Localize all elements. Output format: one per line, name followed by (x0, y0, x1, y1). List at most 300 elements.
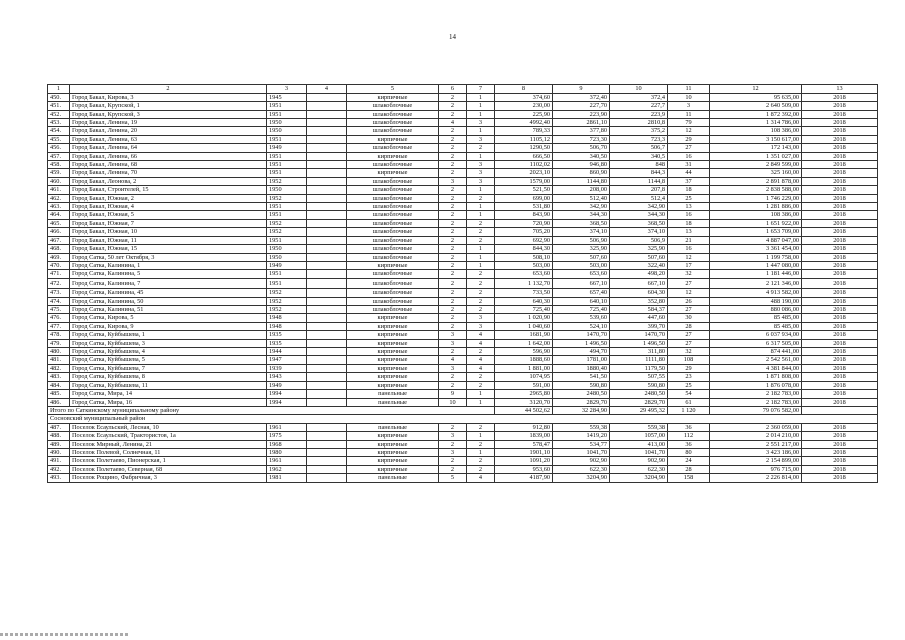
cell-col-11: 17 (668, 261, 710, 269)
cell-col-8: 1290,50 (495, 144, 553, 152)
total-c8: 44 502,62 (495, 406, 553, 414)
cell-col-6: 2 (439, 306, 467, 314)
cell-col-8: 591,00 (495, 381, 553, 389)
cell-col-4 (307, 186, 347, 194)
cell-col-13: 2018 (802, 314, 878, 322)
cell-col-10: 322,40 (610, 261, 668, 269)
cell-col-3: 1952 (267, 306, 307, 314)
table-row (48, 93, 878, 101)
cell-col-3: 1981 (267, 474, 307, 482)
cell-col-10: 340,5 (610, 152, 668, 160)
cell-col-4 (307, 423, 347, 431)
cell-col-7: 1 (467, 261, 495, 269)
cell-col-7: 1 (467, 102, 495, 110)
cell-col-13: 2018 (802, 127, 878, 135)
cell-col-6: 5 (439, 474, 467, 482)
cell-col-2: Город Бакал, Крупской, 3 (70, 110, 267, 118)
total-c11: 1 120 (668, 406, 710, 414)
cell-col-12: 108 386,00 (710, 211, 802, 219)
cell-col-3: 1950 (267, 127, 307, 135)
cell-col-11: 12 (668, 253, 710, 261)
table-row (48, 398, 878, 406)
cell-col-4 (307, 339, 347, 347)
table-row (48, 161, 878, 169)
cell-col-6: 2 (439, 457, 467, 465)
cell-col-7: 2 (467, 457, 495, 465)
cell-col-3: 1951 (267, 161, 307, 169)
cell-col-4 (307, 465, 347, 473)
cell-col-9: 667,10 (553, 278, 610, 289)
cell-col-9: 208,00 (553, 186, 610, 194)
table-row (48, 169, 878, 177)
cell-col-10: 413,00 (610, 440, 668, 448)
cell-col-1: 475. (48, 306, 70, 314)
cell-col-4 (307, 331, 347, 339)
cell-col-7: 1 (467, 245, 495, 253)
cell-col-9: 2480,50 (553, 390, 610, 398)
cell-col-8: 1579,00 (495, 177, 553, 185)
cell-col-9: 374,10 (553, 228, 610, 236)
cell-col-9: 534,77 (553, 440, 610, 448)
cell-col-1: 474. (48, 297, 70, 305)
cell-col-5: кирпичные (347, 152, 439, 160)
cell-col-2: Город Бакал, Южная, 5 (70, 211, 267, 219)
cell-col-7: 4 (467, 364, 495, 372)
cell-col-10: 844,3 (610, 169, 668, 177)
table-row (48, 289, 878, 297)
table-row (48, 152, 878, 160)
cell-col-6: 2 (439, 127, 467, 135)
cell-col-2: Город Сатка, Куйбышева, 4 (70, 348, 267, 356)
cell-col-11: 10 (668, 93, 710, 101)
cell-col-5: шлакоблочные (347, 306, 439, 314)
cell-col-1: 469. (48, 253, 70, 261)
cell-col-3: 1949 (267, 144, 307, 152)
cell-col-11: 16 (668, 152, 710, 160)
cell-col-12: 2 551 217,00 (710, 440, 802, 448)
cell-col-9: 524,10 (553, 322, 610, 330)
cell-col-5: кирпичные (347, 440, 439, 448)
cell-col-7: 4 (467, 339, 495, 347)
table-row (48, 219, 878, 227)
cell-col-6: 2 (439, 135, 467, 143)
cell-col-2: Город Сатка, Куйбышева, 11 (70, 381, 267, 389)
cell-col-3: 1952 (267, 289, 307, 297)
table-body (48, 85, 878, 483)
cell-col-12: 2 640 509,00 (710, 102, 802, 110)
cell-col-7: 2 (467, 228, 495, 236)
cell-col-7: 1 (467, 253, 495, 261)
cell-col-13: 2018 (802, 144, 878, 152)
cell-col-10: 207,8 (610, 186, 668, 194)
cell-col-2: Поселок Полетаево, Северная, 68 (70, 465, 267, 473)
cell-col-12: 488 190,00 (710, 297, 802, 305)
cell-col-12: 3 150 617,00 (710, 135, 802, 143)
cell-col-10: 447,60 (610, 314, 668, 322)
cell-col-1: 480. (48, 348, 70, 356)
header-row (48, 85, 878, 94)
cell-col-6: 2 (439, 194, 467, 202)
cell-col-7: 4 (467, 474, 495, 482)
cell-col-2: Поселок Есаульский, Трактористов, 1а (70, 432, 267, 440)
cell-col-11: 36 (668, 423, 710, 431)
table-row (48, 135, 878, 143)
cell-col-10: 2480,50 (610, 390, 668, 398)
cell-col-8: 3120,70 (495, 398, 553, 406)
cell-col-3: 1951 (267, 110, 307, 118)
cell-col-2: Город Сатка, 50 лет Октября, 3 (70, 253, 267, 261)
cell-col-6: 2 (439, 253, 467, 261)
cell-col-3: 1951 (267, 169, 307, 177)
table-row (48, 356, 878, 364)
table-row (48, 440, 878, 448)
cell-col-4 (307, 364, 347, 372)
cell-col-5: шлакоблочные (347, 161, 439, 169)
cell-col-8: 578,47 (495, 440, 553, 448)
cell-col-4 (307, 474, 347, 482)
cell-col-8: 720,90 (495, 219, 553, 227)
cell-col-7: 3 (467, 161, 495, 169)
cell-col-13: 2018 (802, 465, 878, 473)
cell-col-5: кирпичные (347, 364, 439, 372)
cell-col-6: 2 (439, 423, 467, 431)
cell-col-12: 4 913 582,00 (710, 289, 802, 297)
cell-col-4 (307, 228, 347, 236)
cell-col-13: 2018 (802, 135, 878, 143)
cell-col-1: 479. (48, 339, 70, 347)
cell-col-2: Город Бакал, Южная, 15 (70, 245, 267, 253)
cell-col-13: 2018 (802, 432, 878, 440)
cell-col-2: Город Сатка, Калинина, 1 (70, 261, 267, 269)
cell-col-4 (307, 390, 347, 398)
cell-col-12: 108 386,00 (710, 127, 802, 135)
table-row (48, 390, 878, 398)
cell-col-5: кирпичные (347, 261, 439, 269)
cell-col-9: 227,70 (553, 102, 610, 110)
cell-col-12: 4 381 844,00 (710, 364, 802, 372)
cell-col-7: 2 (467, 381, 495, 389)
cell-col-12: 2 838 588,00 (710, 186, 802, 194)
cell-col-2: Город Бакал, Южная, 4 (70, 203, 267, 211)
cell-col-7: 2 (467, 194, 495, 202)
cell-col-7: 2 (467, 278, 495, 289)
cell-col-5: шлакоблочные (347, 245, 439, 253)
cell-col-13: 2018 (802, 297, 878, 305)
cell-col-11: 29 (668, 364, 710, 372)
cell-col-10: 1144,8 (610, 177, 668, 185)
cell-col-13: 2018 (802, 474, 878, 482)
cell-col-3: 1939 (267, 364, 307, 372)
table-row (48, 245, 878, 253)
cell-col-1: 463. (48, 203, 70, 211)
cell-col-4 (307, 356, 347, 364)
cell-col-6: 2 (439, 169, 467, 177)
cell-col-7: 1 (467, 211, 495, 219)
cell-col-5: шлакоблочные (347, 228, 439, 236)
cell-col-6: 2 (439, 161, 467, 169)
cell-col-3: 1943 (267, 373, 307, 381)
cell-col-3: 1949 (267, 261, 307, 269)
cell-col-10: 723,3 (610, 135, 668, 143)
cell-col-8: 1 881,00 (495, 364, 553, 372)
cell-col-4 (307, 314, 347, 322)
cell-col-10: 506,9 (610, 236, 668, 244)
cell-col-11: 21 (668, 236, 710, 244)
cell-col-13: 2018 (802, 373, 878, 381)
cell-col-4 (307, 373, 347, 381)
cell-col-4 (307, 203, 347, 211)
cell-col-4 (307, 135, 347, 143)
cell-col-12: 1 746 229,00 (710, 194, 802, 202)
cell-col-8: 653,60 (495, 270, 553, 278)
cell-col-12: 2 182 783,00 (710, 390, 802, 398)
cell-col-2: Город Бакал, Леонова, 2 (70, 177, 267, 185)
cell-col-13: 2018 (802, 270, 878, 278)
cell-col-7: 1 (467, 152, 495, 160)
cell-col-8: 789,33 (495, 127, 553, 135)
cell-col-6: 4 (439, 119, 467, 127)
cell-col-6: 2 (439, 211, 467, 219)
cell-col-9: 2861,10 (553, 119, 610, 127)
cell-col-10: 1111,80 (610, 356, 668, 364)
cell-col-13: 2018 (802, 253, 878, 261)
cell-col-6: 3 (439, 448, 467, 456)
cell-col-6: 3 (439, 364, 467, 372)
table-row (48, 261, 878, 269)
cell-col-4 (307, 102, 347, 110)
cell-col-9: 1 496,50 (553, 339, 610, 347)
cell-col-9: 344,30 (553, 211, 610, 219)
cell-col-9: 340,50 (553, 152, 610, 160)
cell-col-4 (307, 177, 347, 185)
cell-col-13: 2018 (802, 440, 878, 448)
cell-col-10: 622,30 (610, 465, 668, 473)
table-row (48, 119, 878, 127)
table-row (48, 381, 878, 389)
cell-col-11: 13 (668, 203, 710, 211)
cell-col-8: 1681,90 (495, 331, 553, 339)
table-row (48, 203, 878, 211)
table-row (48, 278, 878, 289)
cell-col-1: 467. (48, 236, 70, 244)
cell-col-6: 2 (439, 203, 467, 211)
cell-col-10: 375,2 (610, 127, 668, 135)
table-row (48, 331, 878, 339)
cell-col-3: 1950 (267, 186, 307, 194)
cell-col-2: Город Бакал, Ленина, 63 (70, 135, 267, 143)
cell-col-10: 227,7 (610, 102, 668, 110)
cell-col-5: кирпичные (347, 356, 439, 364)
cell-col-1: 462. (48, 194, 70, 202)
cell-col-10: 498,20 (610, 270, 668, 278)
cell-col-8: 1 040,60 (495, 322, 553, 330)
cell-col-12: 1 281 886,00 (710, 203, 802, 211)
cell-col-2: Город Сатка, Калинина, 7 (70, 278, 267, 289)
cell-col-13: 2018 (802, 93, 878, 101)
cell-col-3: 1952 (267, 177, 307, 185)
cell-col-3: 1947 (267, 356, 307, 364)
table-row (48, 423, 878, 431)
cell-col-13: 2018 (802, 110, 878, 118)
cell-col-5: кирпичные (347, 373, 439, 381)
cell-col-1: 466. (48, 228, 70, 236)
cell-col-6: 2 (439, 297, 467, 305)
cell-col-13: 2018 (802, 169, 878, 177)
cell-col-13: 2018 (802, 331, 878, 339)
table-row (48, 314, 878, 322)
cell-col-13: 2018 (802, 245, 878, 253)
cell-col-4 (307, 194, 347, 202)
cell-col-1: 481. (48, 356, 70, 364)
cell-col-2: Город Сатка, Кирова, 5 (70, 314, 267, 322)
cell-col-5: кирпичные (347, 331, 439, 339)
table-row (48, 253, 878, 261)
table-row (48, 297, 878, 305)
cell-col-7: 1 (467, 93, 495, 101)
cell-col-9: 1470,70 (553, 331, 610, 339)
table-row (48, 102, 878, 110)
cell-col-13: 2018 (802, 457, 878, 465)
cell-col-5: кирпичные (347, 339, 439, 347)
cell-col-13: 2018 (802, 390, 878, 398)
cell-col-6: 2 (439, 102, 467, 110)
cell-col-5: шлакоблочные (347, 110, 439, 118)
cell-col-8: 1 642,00 (495, 339, 553, 347)
cell-col-6: 2 (439, 289, 467, 297)
cell-col-7: 2 (467, 297, 495, 305)
cell-col-9: 506,70 (553, 144, 610, 152)
header-cell-3: 3 (267, 85, 307, 94)
cell-col-8: 2965,80 (495, 390, 553, 398)
cell-col-2: Город Бакал, Ленина, 64 (70, 144, 267, 152)
total-label: Итого по Саткинскому муниципальному району (48, 406, 495, 414)
cell-col-11: 112 (668, 432, 710, 440)
cell-col-5: кирпичные (347, 432, 439, 440)
cell-col-6: 2 (439, 465, 467, 473)
cell-col-9: 2829,70 (553, 398, 610, 406)
cell-col-12: 1 351 027,00 (710, 152, 802, 160)
cell-col-2: Город Сатка, Куйбышева, 8 (70, 373, 267, 381)
cell-col-5: шлакоблочные (347, 253, 439, 261)
cell-col-7: 1 (467, 390, 495, 398)
cell-col-11: 31 (668, 161, 710, 169)
cell-col-11: 13 (668, 228, 710, 236)
cell-col-8: 640,30 (495, 297, 553, 305)
cell-col-9: 3204,90 (553, 474, 610, 482)
cell-col-10: 507,60 (610, 253, 668, 261)
cell-col-3: 1951 (267, 135, 307, 143)
cell-col-11: 16 (668, 245, 710, 253)
cell-col-13: 2018 (802, 339, 878, 347)
cell-col-1: 458. (48, 161, 70, 169)
header-cell-9: 9 (553, 85, 610, 94)
cell-col-11: 23 (668, 373, 710, 381)
table-row (48, 432, 878, 440)
cell-col-9: 368,50 (553, 219, 610, 227)
cell-col-5: шлакоблочные (347, 270, 439, 278)
cell-col-10: 1179,50 (610, 364, 668, 372)
cell-col-3: 1951 (267, 236, 307, 244)
cell-col-9: 1419,20 (553, 432, 610, 440)
cell-col-1: 485. (48, 390, 70, 398)
cell-col-2: Город Бакал, Южная, 10 (70, 228, 267, 236)
district-row (48, 415, 878, 423)
cell-col-13: 2018 (802, 423, 878, 431)
cell-col-12: 2 014 210,00 (710, 432, 802, 440)
cell-col-5: шлакоблочные (347, 119, 439, 127)
cell-col-9: 657,40 (553, 289, 610, 297)
cell-col-1: 465. (48, 219, 70, 227)
cell-col-12: 874 441,00 (710, 348, 802, 356)
cell-col-1: 488. (48, 432, 70, 440)
cell-col-6: 3 (439, 177, 467, 185)
cell-col-2: Город Бакал, Южная, 11 (70, 236, 267, 244)
cell-col-7: 1 (467, 203, 495, 211)
header-cell-2: 2 (70, 85, 267, 94)
cell-col-12: 1 653 709,00 (710, 228, 802, 236)
cell-col-2: Город Бакал, Кирова, 3 (70, 93, 267, 101)
cell-col-9: 507,60 (553, 253, 610, 261)
cell-col-3: 1951 (267, 152, 307, 160)
cell-col-11: 3 (668, 102, 710, 110)
cell-col-11: 108 (668, 356, 710, 364)
cell-col-6: 2 (439, 348, 467, 356)
cell-col-6: 2 (439, 219, 467, 227)
cell-col-11: 27 (668, 144, 710, 152)
cell-col-7: 2 (467, 219, 495, 227)
cell-col-2: Город Сатка, Мира, 16 (70, 398, 267, 406)
cell-col-7: 2 (467, 144, 495, 152)
cell-col-5: кирпичные (347, 465, 439, 473)
cell-col-12: 1 181 446,00 (710, 270, 802, 278)
housing-register-table (47, 84, 878, 483)
table-row (48, 457, 878, 465)
cell-col-10: 2829,70 (610, 398, 668, 406)
cell-col-3: 1952 (267, 297, 307, 305)
cell-col-3: 1961 (267, 457, 307, 465)
cell-col-9: 725,40 (553, 306, 610, 314)
cell-col-5: панельные (347, 398, 439, 406)
cell-col-8: 374,60 (495, 93, 553, 101)
cell-col-8: 843,90 (495, 211, 553, 219)
table-row (48, 339, 878, 347)
cell-col-12: 3 361 454,00 (710, 245, 802, 253)
cell-col-1: 487. (48, 423, 70, 431)
cell-col-2: Поселок Мирный, Ленина, 21 (70, 440, 267, 448)
cell-col-13: 2018 (802, 119, 878, 127)
cell-col-4 (307, 381, 347, 389)
cell-col-7: 1 (467, 398, 495, 406)
cell-col-11: 16 (668, 211, 710, 219)
cell-col-8: 725,40 (495, 306, 553, 314)
total-row (48, 406, 878, 414)
cell-col-4 (307, 261, 347, 269)
cell-col-11: 11 (668, 110, 710, 118)
cell-col-10: 325,90 (610, 245, 668, 253)
cell-col-1: 484. (48, 381, 70, 389)
cell-col-11: 27 (668, 339, 710, 347)
cell-col-13: 2018 (802, 236, 878, 244)
cell-col-1: 471. (48, 270, 70, 278)
cell-col-3: 1952 (267, 228, 307, 236)
cell-col-2: Поселок Полетаево, Пионерская, 1 (70, 457, 267, 465)
cell-col-4 (307, 110, 347, 118)
cell-col-8: 508,10 (495, 253, 553, 261)
cell-col-7: 3 (467, 314, 495, 322)
cell-col-8: 1105,12 (495, 135, 553, 143)
cell-col-12: 85 485,00 (710, 314, 802, 322)
cell-col-13: 2018 (802, 289, 878, 297)
